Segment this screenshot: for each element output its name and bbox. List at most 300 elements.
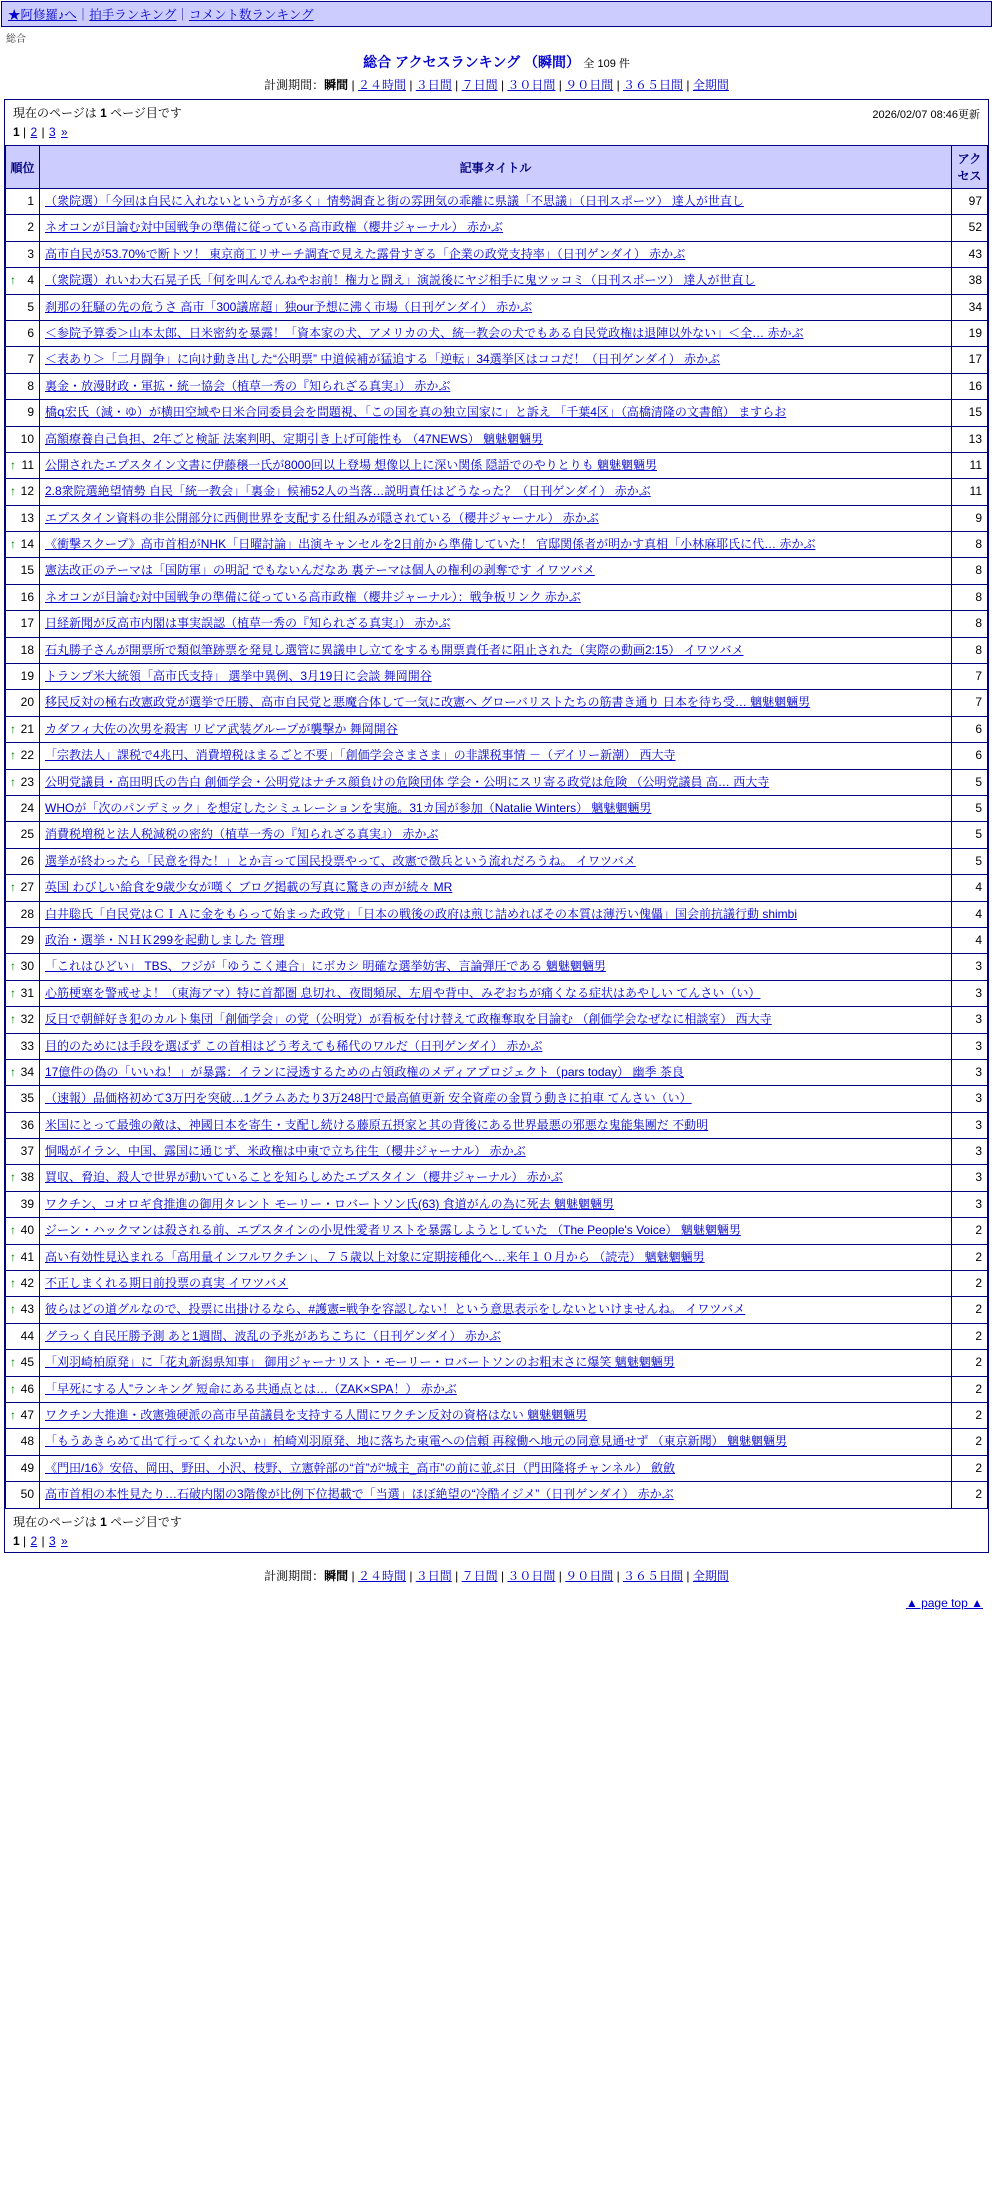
article-title-link[interactable]: 公明党議員・高田明氏の告白 創価学会・公明党はナチス顔負けの危険団体 学会・公明にスリ寄る政党は危険 （公明党議員 高… 西大寺	[45, 774, 770, 789]
page-status-prefix: 現在のページは	[13, 106, 97, 120]
rank-cell	[6, 1191, 40, 1217]
table-row	[6, 373, 988, 399]
rank-cell	[6, 1059, 40, 1085]
article-title-link[interactable]: （衆院選）れいわ大石晃子氏「何を叫んでんねやお前！権力と闘え」演説後にヤジ相手に鬼ツッコミ（日刊スポーツ） 達人が世直し	[45, 273, 756, 288]
article-title-cell	[40, 268, 952, 294]
rank-cell	[6, 769, 40, 795]
rank-cell	[6, 664, 40, 690]
article-title-link[interactable]: 「刈羽崎柏原発」に「花丸新潟県知事」 御用ジャーナリスト・モーリー・ロバートソンのお粗末さに爆笑 魑魅魍魎男	[45, 1355, 675, 1370]
table-row	[6, 1244, 988, 1270]
article-title-link[interactable]: 彼らはどの道グルなので、投票に出掛けるなら、#護憲=戦争を容認しない！という意思表示をしないといけませんね。 イワツバメ	[45, 1302, 746, 1317]
column-header-rank: 順位	[6, 146, 40, 189]
rank-up-arrow-icon: ↑	[10, 1064, 16, 1079]
period-selector-bottom	[0, 1557, 993, 1590]
article-title-link[interactable]: ネオコンが目論む対中国戦争の準備に従っている高市政権（櫻井ジャーナル） 赤かぶ	[45, 220, 504, 235]
table-row	[6, 1402, 988, 1428]
rank-up-arrow-icon: ↑	[10, 1223, 16, 1238]
article-title-link[interactable]: 公開されたエプスタイン文書に伊藤穣一氏が8000回以上登場 想像以上に深い関係 隠語でのやりとりも 魑魅魍魎男	[45, 457, 657, 472]
table-row	[6, 426, 988, 452]
table-row	[6, 611, 988, 637]
table-row	[6, 1376, 988, 1402]
access-count-cell: 16	[952, 373, 988, 399]
table-row	[6, 848, 988, 874]
article-title-cell	[40, 584, 952, 610]
rank-up-arrow-icon: ↑	[10, 484, 16, 499]
rank-number: 36	[20, 1117, 34, 1132]
access-count-cell: 8	[952, 584, 988, 610]
rank-up-arrow-icon: ↑	[10, 1407, 16, 1422]
home-link[interactable]: ★阿修羅♪へ	[8, 8, 77, 22]
page-status-number: 1	[100, 106, 107, 120]
table-row	[6, 1033, 988, 1059]
article-title-cell	[40, 1112, 952, 1138]
access-count-cell: 97	[952, 189, 988, 215]
rank-number: 49	[20, 1460, 34, 1475]
rank-number: 37	[20, 1144, 34, 1159]
article-title-link[interactable]: 17億件の偽の「いいね！」が暴露：イランに浸透するための占領政権のメディアプロジェクト（pars today） 幽季 茶良	[45, 1064, 684, 1079]
access-count-cell: 2	[952, 1244, 988, 1270]
article-title-link[interactable]: 「宗教法人」課税で4兆円、消費増税はまるごと不要」「創価学会さまさま」の非課税事情 －（デイリー新潮） 西大寺	[45, 748, 676, 763]
table-row	[6, 400, 988, 426]
page-status-suffix: ページ目です	[110, 106, 182, 120]
rank-cell	[6, 505, 40, 531]
pagination-link-1: 1	[13, 1533, 20, 1548]
table-row	[6, 927, 988, 953]
rank-number: 43	[20, 1302, 34, 1317]
access-count-cell: 6	[952, 716, 988, 742]
article-title-cell	[40, 664, 952, 690]
rank-cell	[6, 241, 40, 267]
access-count-cell: 34	[952, 294, 988, 320]
period-option-5[interactable]: ９０日間	[565, 1568, 614, 1583]
rank-cell	[6, 611, 40, 637]
rank-cell	[6, 215, 40, 241]
rank-cell	[6, 1297, 40, 1323]
article-title-link[interactable]: カダフィ大佐の次男を殺害 リビア武装グループが襲撃か 舞岡開谷	[45, 721, 398, 736]
article-title-link[interactable]: 2.8衆院選絶望情勢 自民「統一教会」「裏金」候補52人の当落…説明責任はどうなった？（日刊ゲンダイ） 赤かぶ	[45, 484, 651, 499]
rank-number: 44	[20, 1328, 34, 1343]
article-title-link[interactable]: 買収、脅迫、殺人で世界が動いていることを知らしめたエプスタイン（櫻井ジャーナル） 赤かぶ	[45, 1170, 563, 1185]
rank-cell	[6, 848, 40, 874]
article-title-link[interactable]: 政治・選挙・ＮＨＫ299を起動しました 管理	[45, 932, 285, 947]
article-title-link[interactable]: 「早死にする人”ランキング 短命にある共通点とは…（ZAK×SPA！） 赤かぶ	[45, 1381, 457, 1396]
period-option-4[interactable]: ３０日間	[507, 78, 556, 92]
period-separator: |	[555, 1568, 566, 1583]
comment-ranking-link[interactable]: コメント数ランキング	[188, 8, 314, 22]
access-count-cell: 3	[952, 1112, 988, 1138]
article-title-link[interactable]: WHOが「次のパンデミック」を想定したシミュレーションを実施。31カ国が参加（Natalie Winters） 魑魅魍魎男	[45, 800, 652, 815]
article-title-link[interactable]: 不正しまくれる期日前投票の真実 イワツバメ	[45, 1276, 289, 1291]
article-title-cell	[40, 1429, 952, 1455]
rank-up-arrow-icon: ↑	[10, 1381, 16, 1396]
period-label-bottom: 計測期間：	[264, 1568, 325, 1583]
rank-cell	[6, 1086, 40, 1112]
rank-up-arrow-icon: ↑	[10, 774, 16, 789]
access-count-cell: 2	[952, 1271, 988, 1297]
pagination-link-2[interactable]: 2	[30, 1533, 38, 1548]
article-title-link[interactable]: 白井聡氏「自民党はＣＩＡに金をもらって始まった政党」「日本の戦後の政府は煎じ詰めればその本質は薄汚い傀儡」国会前抗議行動 shimbi	[45, 906, 798, 921]
page-status-prefix-bottom: 現在のページは	[13, 1514, 97, 1529]
page-title-block	[0, 46, 993, 74]
period-option-3[interactable]: ７日間	[461, 1568, 498, 1583]
access-count-cell: 2	[952, 1218, 988, 1244]
article-title-link[interactable]: エプスタイン資料の非公開部分に西側世界を支配する仕組みが隠されている（櫻井ジャーナル） 赤かぶ	[45, 510, 599, 525]
rank-cell	[6, 1429, 40, 1455]
table-row	[6, 664, 988, 690]
article-title-cell	[40, 637, 952, 663]
rank-number: 22	[20, 748, 34, 763]
table-row	[6, 1297, 988, 1323]
access-count-cell: 2	[952, 1402, 988, 1428]
article-title-cell	[40, 1297, 952, 1323]
rank-cell	[6, 1402, 40, 1428]
article-title-cell	[40, 1139, 952, 1165]
rank-number: 41	[20, 1249, 34, 1264]
access-count-cell: 4	[952, 901, 988, 927]
article-title-cell	[40, 954, 952, 980]
article-title-link[interactable]: 米国にとって最強の敵は、神國日本を寄生・支配し続ける藤原五摂家と其の背後にある世界最悪の邪悪な鬼能集團だ 不動明	[45, 1117, 709, 1132]
article-title-link[interactable]: 「これはひどい」 TBS、フジが「ゆうこく連合」にボカシ 明確な選挙妨害、言論弾圧である 魑魅魍魎男	[45, 959, 606, 974]
article-title-link[interactable]: 高額療養自己負担、2年ごと検証 法案判明、定期引き上げ可能性も （47NEWS） 魑魅魍魎男	[45, 431, 544, 446]
rank-number: 14	[20, 537, 34, 552]
rank-number: 25	[20, 827, 34, 842]
access-count-cell: 3	[952, 1007, 988, 1033]
article-title-link[interactable]: トランプ米大統領「高市氏支持」 選挙中異例、3月19日に会談 舞岡開谷	[45, 669, 432, 684]
access-count-cell: 2	[952, 1455, 988, 1481]
rank-cell	[6, 743, 40, 769]
article-title-link[interactable]: 石丸勝子さんが開票所で類似筆跡票を発見し選管に異議申し立てをするも開票責任者に阻止された（実際の動画2:15） イワツバメ	[45, 642, 744, 657]
article-title-cell	[40, 1350, 952, 1376]
rank-number: 32	[20, 1012, 34, 1027]
pagination-separator: |	[38, 1533, 48, 1548]
rank-number: 9	[27, 405, 34, 420]
rank-cell	[6, 426, 40, 452]
table-row	[6, 241, 988, 267]
rank-number: 15	[20, 563, 34, 578]
table-row	[6, 901, 988, 927]
period-separator: |	[348, 1568, 358, 1583]
access-count-cell: 2	[952, 1482, 988, 1508]
article-title-cell	[40, 1218, 952, 1244]
rank-number: 40	[20, 1223, 34, 1238]
table-row	[6, 1165, 988, 1191]
period-option-6[interactable]: ３６５日間	[623, 1568, 684, 1583]
rank-number: 27	[20, 880, 34, 895]
rank-number: 33	[20, 1038, 34, 1053]
rank-number: 39	[20, 1196, 34, 1211]
table-row	[6, 347, 988, 373]
article-title-cell	[40, 505, 952, 531]
pagination-link-3[interactable]: 3	[48, 125, 56, 139]
access-count-cell: 17	[952, 347, 988, 373]
table-row	[6, 479, 988, 505]
access-count-cell: 7	[952, 690, 988, 716]
rank-cell	[6, 1455, 40, 1481]
table-row	[6, 1191, 988, 1217]
access-count-cell: 19	[952, 320, 988, 346]
pagination-bottom	[13, 1532, 182, 1550]
table-row	[6, 954, 988, 980]
period-option-0: 瞬間	[324, 78, 349, 92]
rank-number: 28	[20, 906, 34, 921]
rank-up-arrow-icon: ↑	[10, 1170, 16, 1185]
table-row	[6, 822, 988, 848]
access-count-cell: 3	[952, 1165, 988, 1191]
period-option-1[interactable]: ２４時間	[357, 1568, 406, 1583]
period-separator: |	[405, 78, 416, 92]
article-title-cell	[40, 1376, 952, 1402]
table-row	[6, 769, 988, 795]
rank-cell	[6, 452, 40, 478]
period-option-7[interactable]: 全期間	[692, 1568, 729, 1583]
article-title-link[interactable]: （衆院選）「今回は自民に入れないという方が多く」情勢調査と街の雰囲気の乖離に県議「不思議」（日刊スポーツ） 達人が世直し	[45, 194, 744, 208]
table-row	[6, 1112, 988, 1138]
rank-number: 10	[20, 431, 34, 446]
page-top-link[interactable]: ▲ page top ▲	[905, 1595, 983, 1610]
rank-number: 16	[20, 589, 34, 604]
rank-cell	[6, 584, 40, 610]
rank-up-arrow-icon: ↑	[10, 959, 16, 974]
access-count-cell: 11	[952, 479, 988, 505]
rank-up-arrow-icon: ↑	[10, 721, 16, 736]
access-count-cell: 11	[952, 452, 988, 478]
rank-up-arrow-icon: ↑	[10, 1302, 16, 1317]
rank-number: 13	[20, 510, 34, 525]
period-separator: |	[348, 78, 358, 92]
period-option-1[interactable]: ２４時間	[357, 78, 406, 92]
table-row	[6, 637, 988, 663]
access-count-cell: 2	[952, 1297, 988, 1323]
page-status-text-top	[13, 104, 182, 122]
rank-number: 31	[20, 985, 34, 1000]
rank-number: 17	[20, 616, 34, 631]
rank-cell	[6, 1271, 40, 1297]
article-title-link[interactable]: 高い有効性見込まれる「高用量インフルワクチン」、７５歳以上対象に定期接種化へ…来年１０月から （読売） 魑魅魍魎男	[45, 1249, 705, 1264]
rank-cell	[6, 373, 40, 399]
access-count-cell: 15	[952, 400, 988, 426]
article-title-link[interactable]: 高市自民が53.70%で断トツ！ 東京商工リサーチ調査で見えた露骨すぎる「企業の政党支持率」（日刊ゲンダイ） 赤かぶ	[45, 246, 686, 261]
rank-number: 1	[27, 194, 34, 208]
rank-up-arrow-icon: ↑	[10, 1355, 16, 1370]
rank-number: 3	[27, 246, 34, 261]
table-row	[6, 505, 988, 531]
period-option-3[interactable]: ７日間	[461, 78, 498, 92]
article-title-cell	[40, 1059, 952, 1085]
article-title-link[interactable]: ネオコンが目論む対中国戦争の準備に従っている高市政権（櫻井ジャーナル）：戦争板リンク 赤かぶ	[45, 589, 581, 604]
table-row	[6, 875, 988, 901]
top-navigation-bar	[1, 1, 992, 27]
article-title-link[interactable]: グラっく自民圧勝予測 あと1週間、波乱の予兆があちこちに（日刊ゲンダイ） 赤かぶ	[45, 1328, 501, 1343]
article-title-cell	[40, 769, 952, 795]
period-selector-top	[0, 74, 993, 99]
access-count-cell: 2	[952, 1376, 988, 1402]
table-row	[6, 1218, 988, 1244]
article-title-link[interactable]: ワクチン大推進・改憲強硬派の高市早苗議員を支持する人間にワクチン反対の資格はない 魑魅魍魎男	[45, 1407, 588, 1422]
article-title-cell	[40, 716, 952, 742]
rank-number: 11	[21, 457, 34, 472]
access-count-cell: 7	[952, 664, 988, 690]
access-count-cell: 9	[952, 505, 988, 531]
rank-cell	[6, 637, 40, 663]
article-title-link[interactable]: （速報）品価格初めて3万円を突破…1グラムあたり3万248円で最高値更新 安全資産の金買う動きに拍車 てんさい（い）	[45, 1091, 692, 1106]
article-title-link[interactable]: 《衝撃スクープ》高市首相がNHK「日曜討論」出演キャンセルを2日前から準備していた！ 官邸関係者が明かす真相「小林麻耶氏に代… 赤かぶ	[45, 537, 816, 552]
table-row	[6, 795, 988, 821]
pagination-separator: |	[38, 125, 48, 139]
article-title-link[interactable]: 反日で朝鮮好き犯のカルト集団「創価学会」の党（公明党）が看板を付け替えて政権奪取を目論む （創価学会なぜなに相談室） 西大寺	[45, 1012, 772, 1027]
rank-cell	[6, 1033, 40, 1059]
access-count-cell: 2	[952, 1350, 988, 1376]
article-title-link[interactable]: 消費税増税と法人税減税の密約（植草一秀の『知られざる真実』） 赤かぶ	[45, 827, 439, 842]
article-title-cell	[40, 558, 952, 584]
rank-cell	[6, 875, 40, 901]
pagination-link-2[interactable]: 2	[30, 125, 38, 139]
period-option-7[interactable]: 全期間	[692, 78, 729, 92]
access-count-cell: 2	[952, 1323, 988, 1349]
rank-number: 50	[20, 1487, 34, 1502]
pagination-link-»[interactable]: »	[61, 125, 68, 139]
period-option-5[interactable]: ９０日間	[565, 78, 614, 92]
article-title-link[interactable]: 移民反対の極右改憲政党が選挙で圧勝、高市自民党と悪魔合体して一気に改憲へ グローバリストたちの筋書き通り 日本を待ち受… 魑魅魍魎男	[45, 695, 811, 710]
pagination-link-3[interactable]: 3	[48, 1533, 56, 1548]
rank-cell	[6, 320, 40, 346]
access-count-cell: 38	[952, 268, 988, 294]
access-count-cell: 5	[952, 848, 988, 874]
article-title-link[interactable]: ＜参院予算委＞山本太郎、日米密約を暴露！「資本家の犬、アメリカの犬、統一教会の犬でもある自民党政権は退陣以外ない」＜全… 赤かぶ	[45, 325, 804, 340]
period-separator: |	[497, 1568, 508, 1583]
table-header-row	[6, 146, 988, 189]
period-option-6[interactable]: ３６５日間	[623, 78, 684, 92]
table-row	[6, 716, 988, 742]
period-separator: |	[613, 78, 624, 92]
table-row	[6, 1429, 988, 1455]
pagination-link-»[interactable]: »	[61, 1533, 68, 1548]
rank-number: 42	[20, 1276, 34, 1291]
table-row	[6, 189, 988, 215]
article-title-cell	[40, 1165, 952, 1191]
pagination-separator: |	[19, 1533, 30, 1548]
article-title-link[interactable]: ＜表あり＞「二月闘争」に向け動き出した“公明票” 中道候補が猛追する「逆転」34選挙区はココだ！（日刊ゲンダイ） 赤かぶ	[45, 352, 721, 367]
access-count-cell: 3	[952, 1139, 988, 1165]
rank-cell	[6, 1244, 40, 1270]
page-status-row-top	[5, 100, 988, 143]
access-count-cell: 52	[952, 215, 988, 241]
rank-number: 5	[27, 299, 34, 314]
applause-ranking-link[interactable]: 拍手ランキング	[89, 8, 177, 22]
rank-cell	[6, 1482, 40, 1508]
page-status-row-bottom	[5, 1509, 988, 1552]
article-title-link[interactable]: ワクチン、コオロギ食推進の御用タレント モーリー・ロバートソン氏(63) 食道がんの為に死去 魑魅魍魎男	[45, 1196, 615, 1211]
rank-cell	[6, 189, 40, 215]
article-title-link[interactable]: 日経新聞が反高市内閣は事実誤認（植草一秀の『知られざる真実』） 赤かぶ	[45, 616, 451, 631]
article-title-link[interactable]: 高市首相の本性見たり…石破内閣の3階像が比例下位掲載で「当選」ほぼ絶望の“冷酷イジメ”（日刊ゲンダイ） 赤かぶ	[45, 1487, 674, 1502]
rank-number: 35	[20, 1091, 34, 1106]
table-row	[6, 1482, 988, 1508]
rank-up-arrow-icon: ↑	[10, 1012, 16, 1027]
article-title-cell	[40, 1402, 952, 1428]
article-title-link[interactable]: 恫喝がイラン、中国、露国に通じず、米政権は中東で立ち往生（櫻井ジャーナル） 赤かぶ	[45, 1144, 526, 1159]
page-status-number-bottom: 1	[100, 1514, 107, 1529]
rank-number: 45	[20, 1355, 34, 1370]
rank-cell	[6, 1218, 40, 1244]
total-count: 全 109 件	[583, 58, 630, 70]
article-title-link[interactable]: 「もうあきらめて出て行ってくれないか」柏崎刈羽原発、地に落ちた東電への信頼 再稼働へ地元の同意見通せず （東京新聞） 魑魅魍魎男	[45, 1434, 788, 1449]
pagination-link-1: 1	[13, 125, 20, 139]
rank-cell	[6, 1112, 40, 1138]
rank-number: 6	[27, 325, 34, 340]
rank-number: 48	[20, 1434, 34, 1449]
period-separator: |	[451, 1568, 462, 1583]
rank-cell	[6, 822, 40, 848]
period-option-4[interactable]: ３０日間	[507, 1568, 556, 1583]
rank-up-arrow-icon: ↑	[10, 880, 16, 895]
article-title-link[interactable]: 目的のためには手段を選ばず この首相はどう考えても稀代のワルだ（日刊ゲンダイ） 赤かぶ	[45, 1038, 543, 1053]
table-row	[6, 584, 988, 610]
article-title-cell	[40, 822, 952, 848]
table-row	[6, 1086, 988, 1112]
article-title-link[interactable]: 選挙が終わったら「民意を得た！」とか言って国民投票やって、改憲で徴兵という流れだろうね。 イワツバメ	[45, 853, 636, 868]
page-title: 総合 アクセスランキング （瞬間）	[363, 54, 581, 70]
period-separator: |	[451, 78, 462, 92]
article-title-cell	[40, 294, 952, 320]
access-count-cell: 13	[952, 426, 988, 452]
access-count-cell: 2	[952, 1429, 988, 1455]
table-row	[6, 1007, 988, 1033]
access-count-cell: 4	[952, 875, 988, 901]
pagination-separator	[57, 125, 60, 139]
period-option-2[interactable]: ３日間	[415, 1568, 452, 1583]
article-title-link[interactable]: 心筋梗塞を警戒せよ！（東海アマ）特に首都圏 息切れ、夜間頻尿、左眉や背中、みぞおちが痛くなる症状はあやしい てんさい（い）	[45, 985, 761, 1000]
period-option-2[interactable]: ３日間	[415, 78, 452, 92]
access-count-cell: 3	[952, 954, 988, 980]
access-count-cell: 3	[952, 1086, 988, 1112]
access-count-cell: 3	[952, 1033, 988, 1059]
article-title-link[interactable]: 橋գ宏氏（減・ゆ）が横田空域や日米合同委員会を問題視、「この国を真の独立国家に」と訴え 「千葉4区」（高橋清隆の文書館） ますらお	[45, 405, 787, 420]
table-row	[6, 294, 988, 320]
article-title-cell	[40, 452, 952, 478]
rank-number: 20	[20, 695, 34, 710]
article-title-cell	[40, 848, 952, 874]
period-separator: |	[613, 1568, 624, 1583]
article-title-link[interactable]: 憲法改正のテーマは「国防軍」の明記 でもないんだなあ 裏テーマは個人の権利の剥奪です イワツバメ	[45, 563, 595, 578]
table-row	[6, 1455, 988, 1481]
rank-cell	[6, 1376, 40, 1402]
access-count-cell: 3	[952, 980, 988, 1006]
period-separator: |	[497, 78, 508, 92]
table-row	[6, 558, 988, 584]
rank-number: 4	[27, 273, 34, 288]
column-header-access: アクセス	[952, 146, 988, 189]
rank-up-arrow-icon: ↑	[10, 537, 16, 552]
access-count-cell: 5	[952, 822, 988, 848]
article-title-link[interactable]: 英国 わびしい給食を9歳少女が嘆く ブログ掲載の写真に驚きの声が続々 MR	[45, 880, 453, 895]
table-row	[6, 1323, 988, 1349]
table-row	[6, 215, 988, 241]
table-row	[6, 1059, 988, 1085]
rank-number: 46	[20, 1381, 34, 1396]
rank-number: 21	[20, 721, 34, 736]
article-title-link[interactable]: 《門田/16》安倍、岡田、野田、小沢、枝野、立憲幹部の“首”が“城主_高市”の前に並ぶ日（門田隆将チャンネル） 斂斂	[45, 1460, 675, 1475]
article-title-link[interactable]: 裏金・放漫財政・軍拡・統一協会（植草一秀の『知られざる真実』） 赤かぶ	[45, 378, 451, 393]
article-title-cell	[40, 479, 952, 505]
access-count-cell: 3	[952, 1059, 988, 1085]
article-title-cell	[40, 189, 952, 215]
rank-number: 8	[27, 378, 34, 393]
article-title-link[interactable]: ジーン・ハックマンは殺される前、エプスタインの小児性愛者リストを暴露しようとしていた （The People's Voice） 魑魅魍魎男	[45, 1223, 741, 1238]
rank-cell	[6, 1007, 40, 1033]
article-title-cell	[40, 1323, 952, 1349]
article-title-link[interactable]: 刹那の狂騒の先の危うさ 高市「300議席超」独our予想に沸く市場（日刊ゲンダイ） 赤かぶ	[45, 299, 533, 314]
rank-cell	[6, 558, 40, 584]
